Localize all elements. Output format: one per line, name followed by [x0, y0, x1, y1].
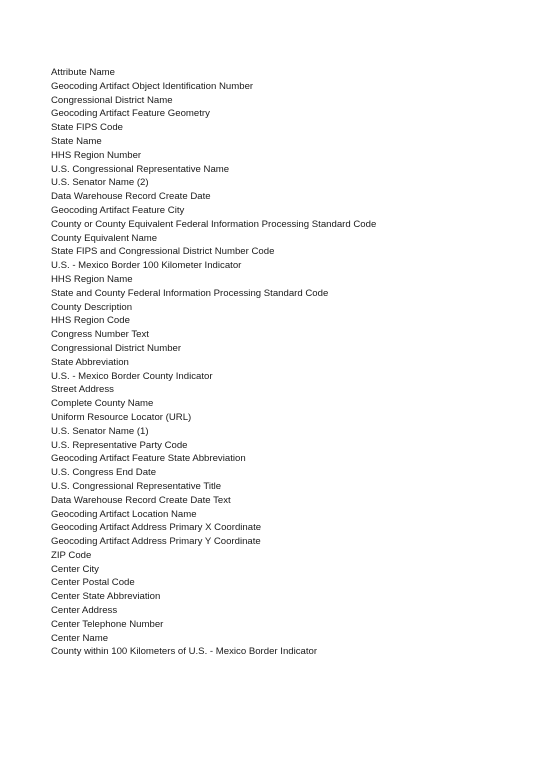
- list-item: County Description: [51, 301, 133, 313]
- list-item: U.S. Senator Name (2): [51, 177, 149, 189]
- list-item: Center Postal Code: [51, 577, 135, 589]
- list-item: Data Warehouse Record Create Date Text: [51, 494, 231, 506]
- list-item: U.S. Senator Name (1): [51, 425, 149, 437]
- list-item: Geocoding Artifact Object Identification Number: [51, 80, 254, 92]
- list-item: U.S. Congressional Representative Name: [51, 163, 230, 175]
- list-item: Street Address: [51, 384, 114, 396]
- list-item: ZIP Code: [51, 549, 92, 561]
- list-item: Geocoding Artifact Feature Geometry: [51, 108, 210, 120]
- list-item: County within 100 Kilometers of U.S. - Mexico Border Indicator: [51, 646, 318, 658]
- list-item: Geocoding Artifact Location Name: [51, 508, 197, 520]
- list-item: Center State Abbreviation: [51, 591, 161, 603]
- list-item: State Name: [51, 135, 102, 147]
- list-item: County or County Equivalent Federal Information Processing Standard Code: [51, 218, 377, 230]
- list-item: Geocoding Artifact Feature City: [51, 204, 185, 216]
- column-header: Attribute Name: [51, 67, 115, 78]
- list-item: Center Address: [51, 605, 118, 617]
- list-item: Data Warehouse Record Create Date: [51, 191, 211, 203]
- list-item: State FIPS Code: [51, 122, 123, 134]
- list-item: Congressional District Number: [51, 342, 182, 354]
- list-item: Geocoding Artifact Address Primary Y Coordinate: [51, 536, 261, 548]
- list-item: U.S. - Mexico Border County Indicator: [51, 370, 213, 382]
- attribute-name-list: [51, 66, 376, 659]
- list-item: Geocoding Artifact Feature State Abbreviation: [51, 453, 246, 465]
- list-item: County Equivalent Name: [51, 232, 158, 244]
- list-item: Center Name: [51, 632, 109, 644]
- list-item: U.S. Congress End Date: [51, 467, 157, 479]
- list-item: U.S. Congressional Representative Title: [51, 480, 222, 492]
- list-item: Congress Number Text: [51, 329, 149, 341]
- list-item: Center Telephone Number: [51, 618, 164, 630]
- list-item: U.S. - Mexico Border 100 Kilometer Indicator: [51, 260, 242, 272]
- list-item: Geocoding Artifact Address Primary X Coordinate: [51, 522, 262, 534]
- list-item: U.S. Representative Party Code: [51, 439, 188, 451]
- list-item: State and County Federal Information Processing Standard Code: [51, 287, 329, 299]
- list-item: Complete County Name: [51, 398, 154, 410]
- list-item: Congressional District Name: [51, 94, 173, 106]
- list-item: State Abbreviation: [51, 356, 129, 368]
- list-item: Uniform Resource Locator (URL): [51, 411, 192, 423]
- list-item: HHS Region Number: [51, 149, 142, 161]
- list-item: HHS Region Name: [51, 273, 133, 285]
- list-item: HHS Region Code: [51, 315, 130, 327]
- list-item: Center City: [51, 563, 99, 575]
- list-item: State FIPS and Congressional District Number Code: [51, 246, 275, 258]
